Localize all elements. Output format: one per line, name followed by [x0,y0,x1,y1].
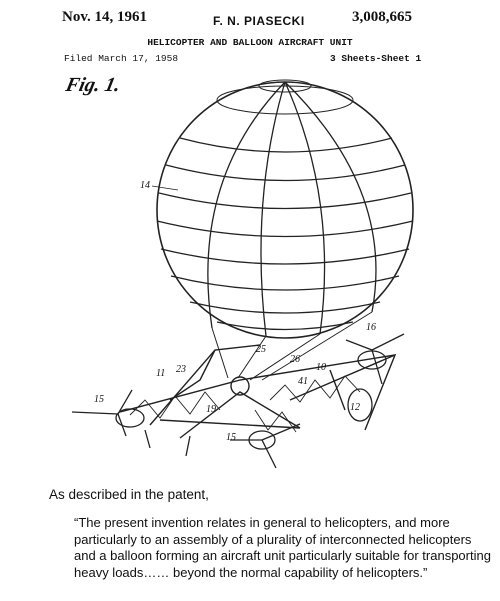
helicopter-left [72,390,150,448]
ref-numeral: 19 [206,404,216,415]
ref-numeral: 14 [140,180,150,191]
ref-numeral: 10 [316,362,326,373]
patent-quote: “The present invention relates in general to helicopters, and more particularly to an assembly of a plurality of interconnected helicopters and a balloon forming an aircraft unit particularly suitable for transporting heavy loads…… beyond the normal capability of helicopters.” [74,515,491,580]
ref-numeral: 12 [350,402,360,413]
patent-number: 3,008,665 [352,9,412,25]
ref-numeral: 41 [298,376,308,387]
ref-numeral: 25 [256,344,266,355]
sheet-count: 3 Sheets-Sheet 1 [330,53,422,64]
inventor-name: F. N. PIASECKI [213,14,305,28]
reference-numerals [94,180,376,443]
ref-numeral: 15 [94,394,104,405]
balloon [157,80,413,338]
ref-numeral: 26 [290,354,300,365]
figure-label: Fig. 1. [63,74,123,96]
ref-numeral: 23 [176,364,186,375]
filed-date: Filed March 17, 1958 [64,53,179,64]
ref-numeral: 11 [156,368,166,379]
patent-title: HELICOPTER AND BALLOON AIRCRAFT UNIT [147,37,353,48]
helicopter-bottom [186,424,300,468]
caption: As described in the patent, [49,487,209,502]
ref-numeral: 15 [226,432,236,443]
patent-date: Nov. 14, 1961 [62,9,148,25]
ref-numeral: 16 [366,322,376,333]
